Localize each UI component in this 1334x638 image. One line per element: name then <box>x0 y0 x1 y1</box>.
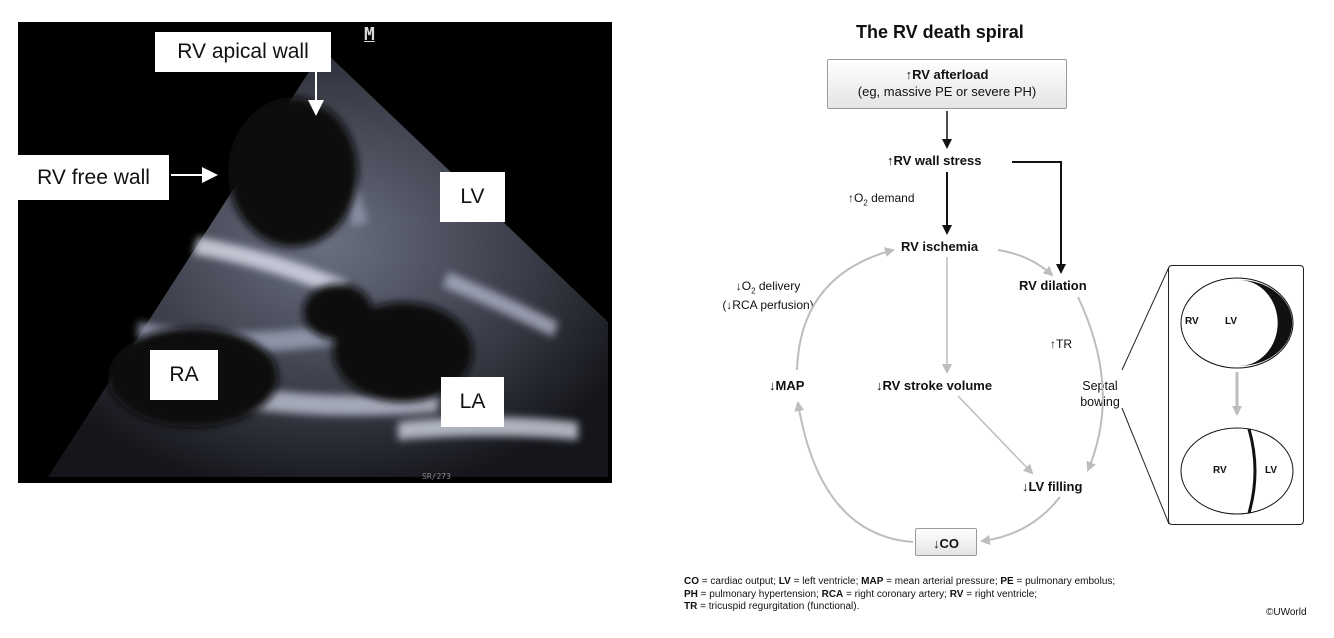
abbreviation-legend <box>684 576 1115 614</box>
arrow-map-to-ischemia <box>797 250 893 370</box>
inset-bottom-rv: RV <box>1213 465 1227 476</box>
arrow-dilation-to-lv-filling <box>1078 297 1103 470</box>
label-lv: LV <box>440 172 505 222</box>
note-tr: ↑TR <box>1050 337 1072 351</box>
ultrasound-marker: M <box>364 24 375 45</box>
label-ra: RA <box>150 350 218 400</box>
septal-bowing-inset <box>1168 265 1304 525</box>
arrow-co-to-map <box>798 403 913 542</box>
diagram-title: The RV death spiral <box>856 22 1024 42</box>
legend-line-3: TR = tricuspid regurgitation (functional). <box>684 601 860 612</box>
inset-bottom-lv: LV <box>1265 465 1278 476</box>
arrow-stroke-volume-to-lv-filling <box>958 396 1032 473</box>
node-rv-ischemia: RV ischemia <box>901 239 979 254</box>
legend-line-1: CO = cardiac output; LV = left ventricle; MAP = mean arterial pressure; PE = pulmonary embolus; <box>684 576 1116 587</box>
note-septal-bowing: Septal bowing <box>1080 379 1120 409</box>
label-rv-free-wall: RV free wall <box>18 155 169 200</box>
label-la: LA <box>441 377 504 427</box>
label-rv-apical-wall: RV apical wall <box>155 32 331 72</box>
callout-line-bottom <box>1122 408 1169 524</box>
ultrasound-footer-mark: SR/273 <box>422 472 451 481</box>
heart-cross-sections <box>1169 266 1305 526</box>
rv-afterload-label: ↑RV afterload <box>905 67 989 82</box>
note-o2-delivery: $↓O_2$ delivery (↓RCA perfusion) <box>718 279 818 313</box>
inset-top-lv: LV <box>1225 316 1238 327</box>
node-map: ↓MAP <box>769 378 805 393</box>
co-label: ↓CO <box>933 536 959 551</box>
node-rv-wall-stress: ↑RV wall stress <box>887 153 982 168</box>
note-rca-perfusion: (↓RCA perfusion) <box>722 298 814 313</box>
copyright-credit: ©UWorld <box>1266 607 1307 618</box>
node-rv-dilation: RV dilation <box>1019 278 1087 293</box>
arrow-ischemia-to-dilation <box>998 250 1052 275</box>
node-lv-filling: ↓LV filling <box>1022 479 1083 494</box>
note-o2-demand: $↑O_2$ demand <box>848 191 915 208</box>
legend-line-2: PH = pulmonary hypertension; RCA = right coronary artery; RV = right ventricle; <box>684 588 1038 600</box>
rv-afterload-example: (eg, massive PE or severe PH) <box>857 84 1037 99</box>
callout-line-top <box>1122 267 1169 370</box>
node-rv-stroke-volume: ↓RV stroke volume <box>876 378 993 393</box>
arrow-lv-filling-to-co <box>982 497 1060 541</box>
inset-top-rv: RV <box>1185 316 1199 327</box>
